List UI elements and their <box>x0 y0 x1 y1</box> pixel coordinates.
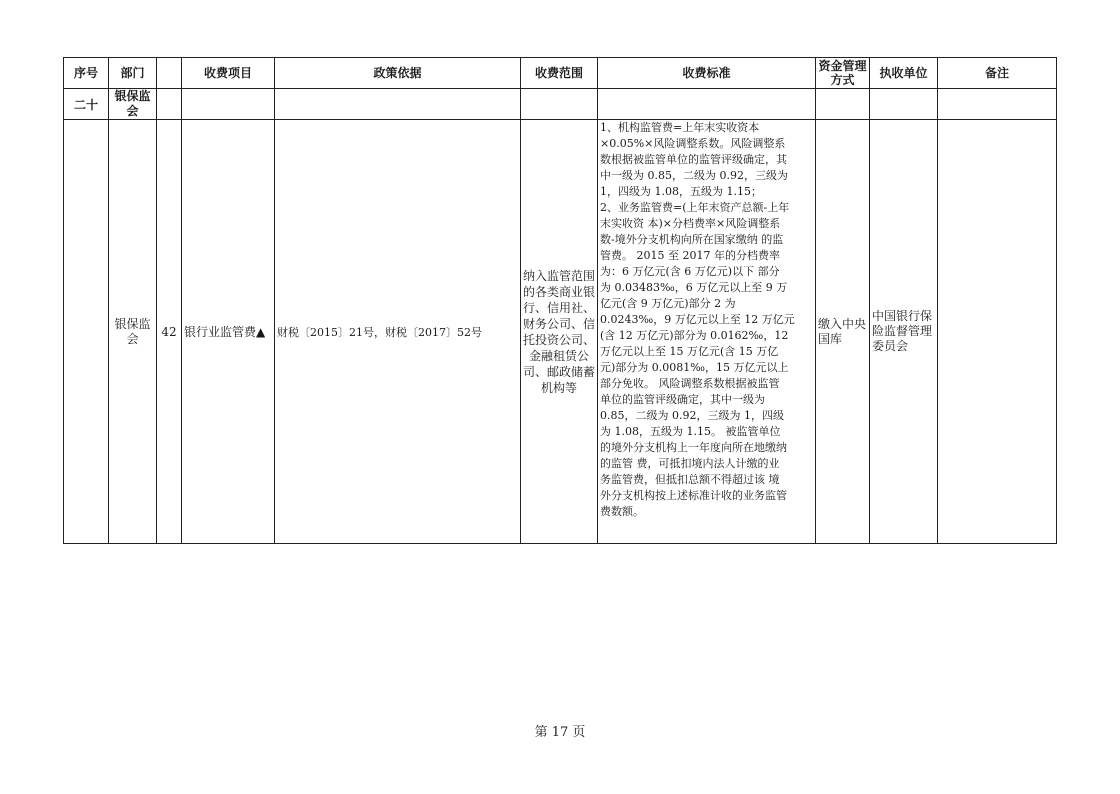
standard-line: 为 1.08，五级为 1.15。 被监管单位 <box>600 425 781 438</box>
header-standard: 收费标准 <box>598 58 816 89</box>
standard-line: (含 12 万亿元)部分为 0.0162‰，12 <box>600 329 789 342</box>
standard-line: 的境外分支机构上一年度向所在地缴纳 <box>600 441 787 454</box>
standard-line: 数-境外分支机构向所在国家缴纳 的监 <box>600 233 784 246</box>
section-dept: 银保监会 <box>109 89 157 120</box>
table-header-row <box>64 58 1057 89</box>
header-seq: 序号 <box>64 58 109 89</box>
header-executor: 执收单位 <box>870 58 938 89</box>
row-fund-mgmt: 缴入中央国库 <box>816 120 870 544</box>
standard-line: 务监管费，但抵扣总额不得超过该 境 <box>600 473 780 486</box>
standard-line: 为 0.03483‰，6 万亿元以上至 9 万 <box>600 281 788 294</box>
section-row <box>64 89 1057 120</box>
section-seq: 二十 <box>64 89 109 120</box>
header-scope: 收费范围 <box>521 58 598 89</box>
standard-line: 外分支机构按上述标准计收的业务监管 <box>600 489 787 502</box>
standard-line: 末实收资 本)×分档费率×风险调整系 <box>600 217 781 230</box>
section-empty-fund <box>816 89 870 120</box>
header-remark: 备注 <box>938 58 1057 89</box>
standard-line: 2、业务监管费=(上年末资产总额-上年 <box>600 201 790 214</box>
section-empty-scope <box>521 89 598 120</box>
section-empty-executor <box>870 89 938 120</box>
section-empty-standard <box>598 89 816 120</box>
header-dept: 部门 <box>109 58 157 89</box>
table-row <box>64 120 1057 544</box>
standard-line: 费数额。 <box>600 505 644 518</box>
standard-line: 0.85，二级为 0.92，三级为 1，四级 <box>600 409 784 422</box>
header-item: 收费项目 <box>182 58 275 89</box>
row-standard <box>598 120 816 544</box>
row-basis: 财税〔2015〕21号，财税〔2017〕52号 <box>275 120 521 544</box>
fee-table <box>63 57 1057 544</box>
standard-line: 部分免收。 风险调整系数根据被监管 <box>600 377 780 390</box>
standard-line: 1、机构监管费=上年末实收资本 <box>600 121 760 134</box>
standard-line: 单位的监管评级确定，其中一级为 <box>600 393 765 406</box>
section-empty-no <box>157 89 182 120</box>
header-basis: 政策依据 <box>275 58 521 89</box>
standard-line: 中一级为 0.85，二级为 0.92，三级为 <box>600 169 788 182</box>
section-empty-item <box>182 89 275 120</box>
row-scope: 纳入监管范围的各类商业银行、信用社、财务公司、信托投资公司、金融租赁公司、邮政储蓄机构等 <box>521 120 598 544</box>
standard-line: 为：6 万亿元(含 6 万亿元)以下 部分 <box>600 265 780 278</box>
row-seq <box>64 120 109 544</box>
standard-line: 万亿元以上至 15 万亿元(含 15 万亿 <box>600 345 779 358</box>
section-empty-basis <box>275 89 521 120</box>
page-number: 第 17 页 <box>534 725 586 740</box>
standard-line: 数根据被监管单位的监管评级确定，其 <box>600 153 787 166</box>
row-no: 42 <box>157 120 182 544</box>
row-remark <box>938 120 1057 544</box>
header-fund-mgmt: 资金管理方式 <box>816 58 870 89</box>
standard-line: ×0.05%×风险调整系数。风险调整系 <box>600 137 786 150</box>
standard-line: 元)部分为 0.0081‰，15 万亿元以上 <box>600 361 789 374</box>
standard-line: 亿元(含 9 万亿元)部分 2 为 <box>600 297 736 310</box>
row-executor: 中国银行保险监督管理委员会 <box>870 120 938 544</box>
header-no <box>157 58 182 89</box>
row-dept: 银保监会 <box>109 120 157 544</box>
row-item: 银行业监管费▲ <box>182 120 275 544</box>
standard-line: 1，四级为 1.08，五级为 1.15； <box>600 185 762 198</box>
standard-line: 管费。 2015 至 2017 年的分档费率 <box>600 249 780 262</box>
standard-line: 的监管 费，可抵扣境内法人计缴的业 <box>600 457 780 470</box>
section-empty-remark <box>938 89 1057 120</box>
standard-line: 0.0243‰，9 万亿元以上至 12 万亿元 <box>600 313 795 326</box>
